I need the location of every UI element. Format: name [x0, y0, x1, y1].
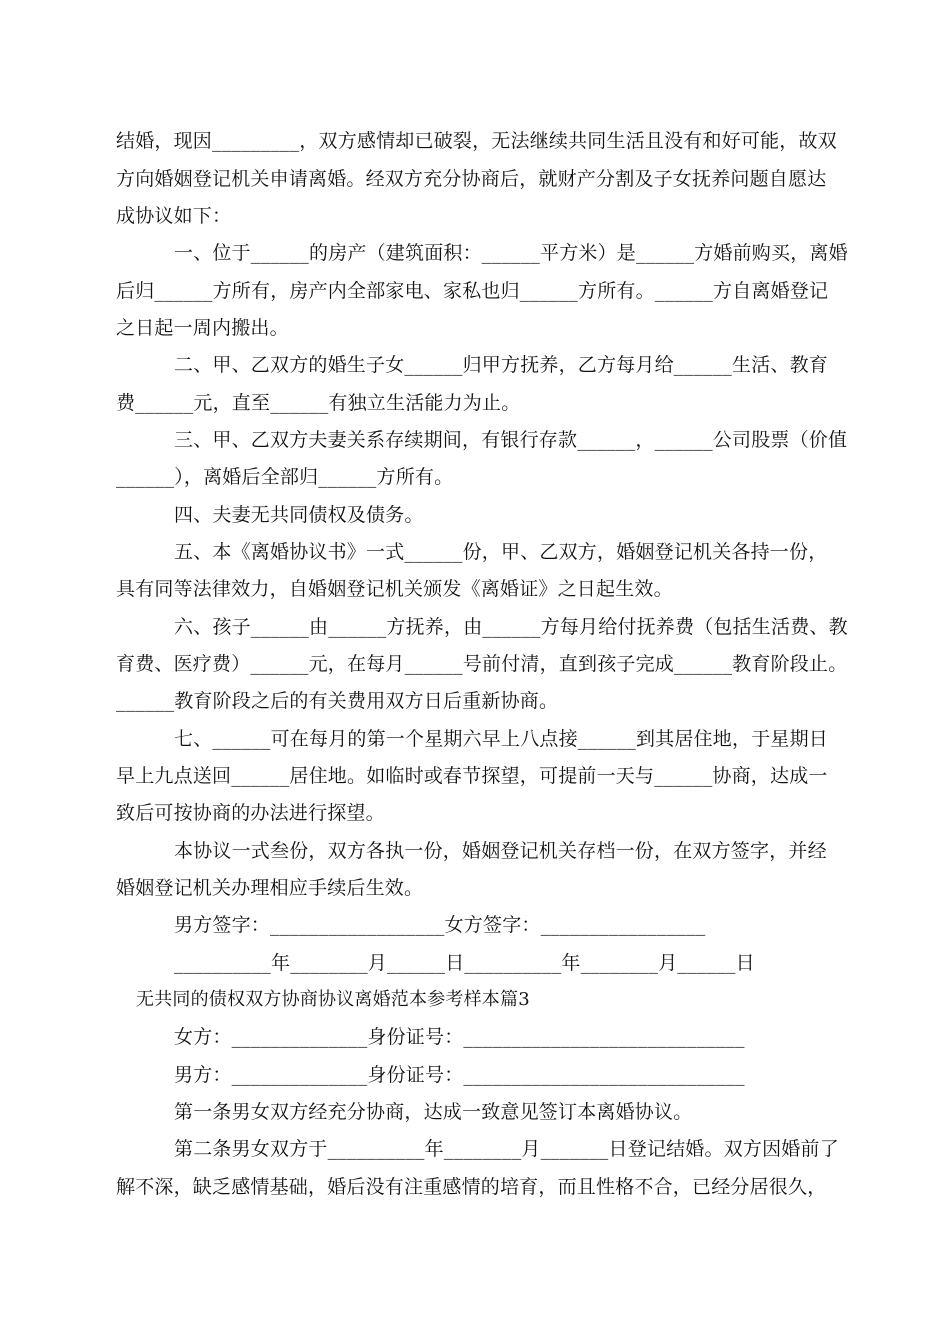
- paragraph-line: 后归______方所有，房产内全部家电、家私也归______方所有。______方自离婚登记: [116, 280, 829, 302]
- clause-5-line: 五、本《离婚协议书》一式______份，甲、乙双方，婚姻登记机关各持一份，: [174, 541, 828, 563]
- paragraph-line: ______教育阶段之后的有关费用双方日后重新协商。: [116, 690, 559, 712]
- article-2-line: 第二条男女双方于__________年________月_______日登记结婚。双方因婚前了: [174, 1138, 839, 1160]
- clause-6-line: 六、孩子______由______方抚养，由______方每月给付抚养费（包括生活费、教: [174, 616, 848, 638]
- clause-7-line: 七、______可在每月的第一个星期六早上八点接______到其居住地，于星期日: [174, 728, 829, 750]
- article-1-line: 第一条男女双方经充分协商，达成一致意见签订本离婚协议。: [174, 1101, 693, 1123]
- paragraph-line: 方向婚姻登记机关申请离婚。经双方充分协商后，就财产分割及子女抚养问题自愿达: [116, 168, 827, 190]
- paragraph-line: 育费、医疗费）______元，在每月______号前付清，直到孩子完成______教育阶段止。: [116, 653, 848, 675]
- clause-2-line: 二、甲、乙双方的婚生子女______归甲方抚养，乙方每月给______生活、教育: [174, 354, 829, 376]
- paragraph-line: 之日起一周内搬出。: [116, 317, 289, 339]
- paragraph-line: 婚姻登记机关办理相应手续后生效。: [116, 877, 424, 899]
- date-line: __________年________月______日__________年________月______日: [174, 952, 755, 974]
- effect-clause-line: 本协议一式叁份，双方各执一份，婚姻登记机关存档一份，在双方签字，并经: [174, 840, 827, 862]
- section-heading: 无共同的债权双方协商协议离婚范本参考样本篇3: [136, 989, 530, 1010]
- paragraph-line: 成协议如下：: [116, 205, 232, 227]
- male-party-line: 男方：______________身份证号：_____________________________: [174, 1064, 745, 1086]
- paragraph-line: 具有同等法律效力，自婚姻登记机关颁发《离婚证》之日起生效。: [116, 578, 673, 600]
- paragraph-line: 解不深，缺乏感情基础，婚后没有注重感情的培育，而且性格不合，已经分居很久，: [116, 1176, 827, 1198]
- signature-line: 男方签字：__________________女方签字：_________________: [174, 914, 706, 936]
- paragraph-line: 费______元，直至______有独立生活能力为止。: [116, 392, 521, 414]
- female-party-line: 女方：______________身份证号：_____________________________: [174, 1026, 745, 1048]
- clause-1-line: 一、位于______的房产（建筑面积：______平方米）是______方婚前购买，离婚: [174, 242, 848, 264]
- paragraph-line: 结婚，现因_________，双方感情却已破裂，无法继续共同生活且没有和好可能，故双: [116, 130, 837, 152]
- paragraph-line: 致后可按协商的办法进行探望。: [116, 802, 385, 824]
- clause-3-line: 三、甲、乙双方夫妻关系存续期间，有银行存款______，______公司股票（价值: [174, 429, 848, 451]
- paragraph-line: ______），离婚后全部归______方所有。: [116, 466, 454, 488]
- clause-4-line: 四、夫妻无共同债权及债务。: [174, 504, 424, 526]
- paragraph-line: 早上九点送回______居住地。如临时或春节探望，可提前一天与______协商，达成一: [116, 765, 828, 787]
